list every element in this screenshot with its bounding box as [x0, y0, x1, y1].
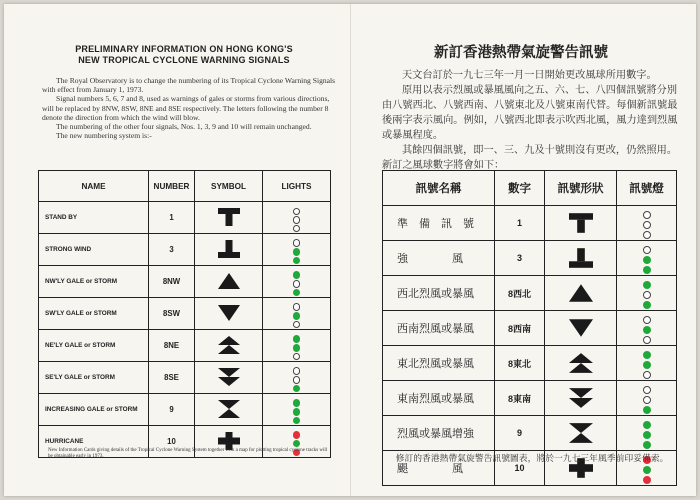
english-title [44, 44, 324, 66]
signal-lights [643, 350, 651, 380]
white-light-icon [643, 396, 651, 404]
signal-lights [293, 367, 301, 393]
english-intro [42, 76, 338, 140]
white-light-icon [293, 367, 301, 375]
green-light-icon [643, 421, 651, 429]
green-light-icon [293, 289, 301, 297]
green-light-icon [293, 344, 301, 352]
signal-lights-cell [617, 206, 677, 241]
signal-lights [643, 210, 651, 240]
green-light-icon [643, 301, 651, 309]
signal-lights [293, 271, 301, 297]
chinese-footnote: 修訂的香港熱帶氣旋警告訊號圖表，將於一九七三年風季前印妥備索。 [395, 453, 669, 463]
white-light-icon [643, 336, 651, 344]
english-panel [4, 4, 350, 496]
double-triangle-down-icon [569, 388, 593, 408]
green-light-icon [293, 399, 301, 407]
signal-number: 10 [495, 451, 545, 486]
signal-number: 8SW [149, 297, 195, 329]
english-paragraph-4: The new numbering system is:- [56, 131, 152, 141]
chinese-paragraph-2: 原用以表示烈風或暴風風向之五、六、七、八四個訊號將分別由八號西北、八號西南、八號東北及八號東南代替。每個新訊號最後兩字表示風向。例如，八號西北即表示吹西北風，風力達到烈風或暴風程度。 [382, 85, 678, 141]
signal-lights [643, 385, 651, 415]
double-triangle-down-icon [218, 368, 240, 386]
white-light-icon [643, 386, 651, 394]
signal-symbol-cell [545, 346, 617, 381]
signal-name: 強 風 [383, 241, 495, 276]
table-row [383, 381, 677, 416]
header-symbol: SYMBOL [195, 171, 263, 202]
signal-name: 東南烈風或暴風 [383, 381, 495, 416]
inverted-t-signal-icon [569, 248, 593, 268]
header-name: NAME [39, 171, 149, 202]
signal-name: SW'LY GALE or STORM [39, 297, 149, 329]
signal-name: 東北烈風或暴風 [383, 346, 495, 381]
english-signal-table [38, 170, 331, 458]
signal-lights [643, 245, 651, 275]
signal-symbol-cell [545, 206, 617, 241]
english-table-body [39, 202, 331, 458]
white-light-icon [293, 225, 301, 233]
triangle-up-icon [218, 272, 240, 290]
green-light-icon [643, 326, 651, 334]
white-light-icon [293, 376, 301, 384]
green-light-icon [293, 440, 301, 448]
english-title-line-1: PRELIMINARY INFORMATION ON HONG KONG'S [75, 44, 293, 54]
white-light-icon [293, 353, 301, 361]
white-light-icon [643, 371, 651, 379]
t-signal-icon [218, 208, 240, 226]
signal-number: 8西南 [495, 311, 545, 346]
green-light-icon [293, 417, 301, 425]
green-light-icon [293, 271, 301, 279]
green-light-icon [643, 281, 651, 289]
white-light-icon [293, 321, 301, 329]
white-light-icon [643, 221, 651, 229]
signal-symbol-cell [545, 416, 617, 451]
signal-symbol-cell [545, 381, 617, 416]
chinese-table-body [383, 206, 677, 486]
signal-lights [293, 399, 301, 425]
table-row [39, 361, 331, 393]
signal-lights [293, 207, 301, 233]
signal-lights [293, 239, 301, 265]
page-fold [350, 4, 351, 496]
chinese-signal-table [382, 170, 677, 486]
signal-symbol-cell [195, 393, 263, 425]
signal-number: 9 [149, 393, 195, 425]
signal-symbol-cell [195, 329, 263, 361]
t-signal-icon [569, 213, 593, 233]
green-light-icon [293, 257, 301, 265]
header-number: NUMBER [149, 171, 195, 202]
table-row [383, 346, 677, 381]
white-light-icon [643, 316, 651, 324]
table-row [383, 206, 677, 241]
inverted-t-signal-icon [218, 240, 240, 258]
signal-lights-cell [263, 393, 331, 425]
signal-name: NW'LY GALE or STORM [39, 265, 149, 297]
signal-lights-cell [263, 361, 331, 393]
header-lights: 訊號燈 [617, 171, 677, 206]
header-name: 訊號名稱 [383, 171, 495, 206]
signal-name: 烈風或暴風增強 [383, 416, 495, 451]
signal-number: 3 [149, 233, 195, 265]
double-triangle-up-icon [218, 336, 240, 354]
double-triangle-up-icon [569, 353, 593, 373]
signal-lights-cell [263, 233, 331, 265]
table-row [39, 265, 331, 297]
signal-lights [643, 280, 651, 310]
table-row [39, 297, 331, 329]
english-title-line-2: NEW TROPICAL CYCLONE WARNING SIGNALS [78, 55, 290, 65]
signal-lights [643, 420, 651, 450]
signal-name: 西北烈風或暴風 [383, 276, 495, 311]
chinese-title: 新訂香港熱帶氣旋警告訊號 [434, 45, 608, 61]
table-row [383, 241, 677, 276]
signal-number: 3 [495, 241, 545, 276]
signal-number: 9 [495, 416, 545, 451]
signal-symbol-cell [195, 202, 263, 234]
red-light-icon [643, 476, 651, 484]
signal-symbol-cell [545, 276, 617, 311]
signal-symbol-cell [195, 297, 263, 329]
green-light-icon [293, 335, 301, 343]
green-light-icon [643, 441, 651, 449]
green-light-icon [643, 256, 651, 264]
table-row [39, 202, 331, 234]
english-footnote: New Information Cards giving details of the Tropical Cyclone Warning System together with a map for plotting tropical cyclone tracks will be obtainable early in 1973. [48, 448, 328, 460]
signal-name: 颶 風 [383, 451, 495, 486]
hourglass-icon [218, 400, 240, 418]
green-light-icon [643, 361, 651, 369]
english-paragraph-2: Signal numbers 5, 6, 7 and 8, used as warnings of gales or storms from various directions, will be replaced by 8NW, 8SW, 8NE and 8SE respectively. The letters following the number 8 denote the direction from which the wind will blow. [42, 94, 330, 122]
header-number: 數字 [495, 171, 545, 206]
table-row [39, 329, 331, 361]
red-light-icon [293, 431, 301, 439]
triangle-down-icon [218, 304, 240, 322]
signal-lights [293, 335, 301, 361]
signal-number: 8NE [149, 329, 195, 361]
signal-name: NE'LY GALE or STORM [39, 329, 149, 361]
chinese-panel [356, 4, 696, 496]
signal-number: 1 [149, 202, 195, 234]
signal-lights-cell [617, 311, 677, 346]
english-paragraph-1: The Royal Observatory is to change the numbering of its Tropical Cyclone Warning Signals with effect from January 1, 1973. [42, 76, 336, 95]
white-light-icon [293, 303, 301, 311]
green-light-icon [643, 406, 651, 414]
white-light-icon [293, 239, 301, 247]
signal-lights-cell [617, 416, 677, 451]
signal-number: 8西北 [495, 276, 545, 311]
signal-number: 8東南 [495, 381, 545, 416]
signal-number: 8東北 [495, 346, 545, 381]
green-light-icon [643, 431, 651, 439]
white-light-icon [643, 246, 651, 254]
signal-name: 準 備 訊 號 [383, 206, 495, 241]
table-row [383, 276, 677, 311]
header-lights: LIGHTS [263, 171, 331, 202]
green-light-icon [643, 466, 651, 474]
signal-name: 西南烈風或暴風 [383, 311, 495, 346]
signal-number: 8SE [149, 361, 195, 393]
green-light-icon [293, 408, 301, 416]
signal-symbol-cell [545, 311, 617, 346]
signal-lights [643, 315, 651, 345]
header-symbol: 訊號形狀 [545, 171, 617, 206]
table-row [39, 233, 331, 265]
signal-lights-cell [263, 297, 331, 329]
white-light-icon [293, 216, 301, 224]
table-row [383, 416, 677, 451]
signal-lights-cell [617, 241, 677, 276]
signal-symbol-cell [195, 265, 263, 297]
green-light-icon [293, 312, 301, 320]
chinese-paragraph-1: 天文台訂於一九七三年一月一日開始更改風球所用數字。 [402, 70, 657, 81]
table-row [39, 393, 331, 425]
white-light-icon [293, 280, 301, 288]
signal-name: STAND BY [39, 202, 149, 234]
signal-name: INCREASING GALE or STORM [39, 393, 149, 425]
white-light-icon [293, 208, 301, 216]
white-light-icon [643, 231, 651, 239]
signal-name: STRONG WIND [39, 233, 149, 265]
signal-symbol-cell [195, 361, 263, 393]
signal-name: HURRICANE [39, 425, 149, 457]
signal-symbol-cell [545, 241, 617, 276]
green-light-icon [643, 351, 651, 359]
signal-lights [293, 303, 301, 329]
signal-lights-cell [263, 265, 331, 297]
signal-lights-cell [617, 381, 677, 416]
green-light-icon [293, 385, 301, 393]
white-light-icon [643, 291, 651, 299]
signal-lights-cell [263, 329, 331, 361]
triangle-down-icon [569, 318, 593, 338]
chinese-intro [382, 68, 682, 173]
english-paragraph-3: The numbering of the other four signals, Nos. 1, 3, 9 and 10 will remain unchanged. [56, 122, 312, 132]
signal-lights-cell [263, 202, 331, 234]
signal-number: 1 [495, 206, 545, 241]
table-header-row [383, 171, 677, 206]
signal-name: SE'LY GALE or STORM [39, 361, 149, 393]
green-light-icon [643, 266, 651, 274]
green-light-icon [293, 248, 301, 256]
signal-number: 10 [149, 425, 195, 457]
hourglass-icon [569, 423, 593, 443]
white-light-icon [643, 211, 651, 219]
triangle-up-icon [569, 283, 593, 303]
signal-number: 8NW [149, 265, 195, 297]
table-row [383, 311, 677, 346]
signal-lights-cell [617, 346, 677, 381]
signal-symbol-cell [195, 233, 263, 265]
signal-lights-cell [617, 276, 677, 311]
chinese-paragraph-3: 其餘四個訊號，即一、三、九及十號則沒有更改，仍然照用。新訂之風球數字將會如下： [382, 145, 678, 171]
table-header-row [39, 171, 331, 202]
